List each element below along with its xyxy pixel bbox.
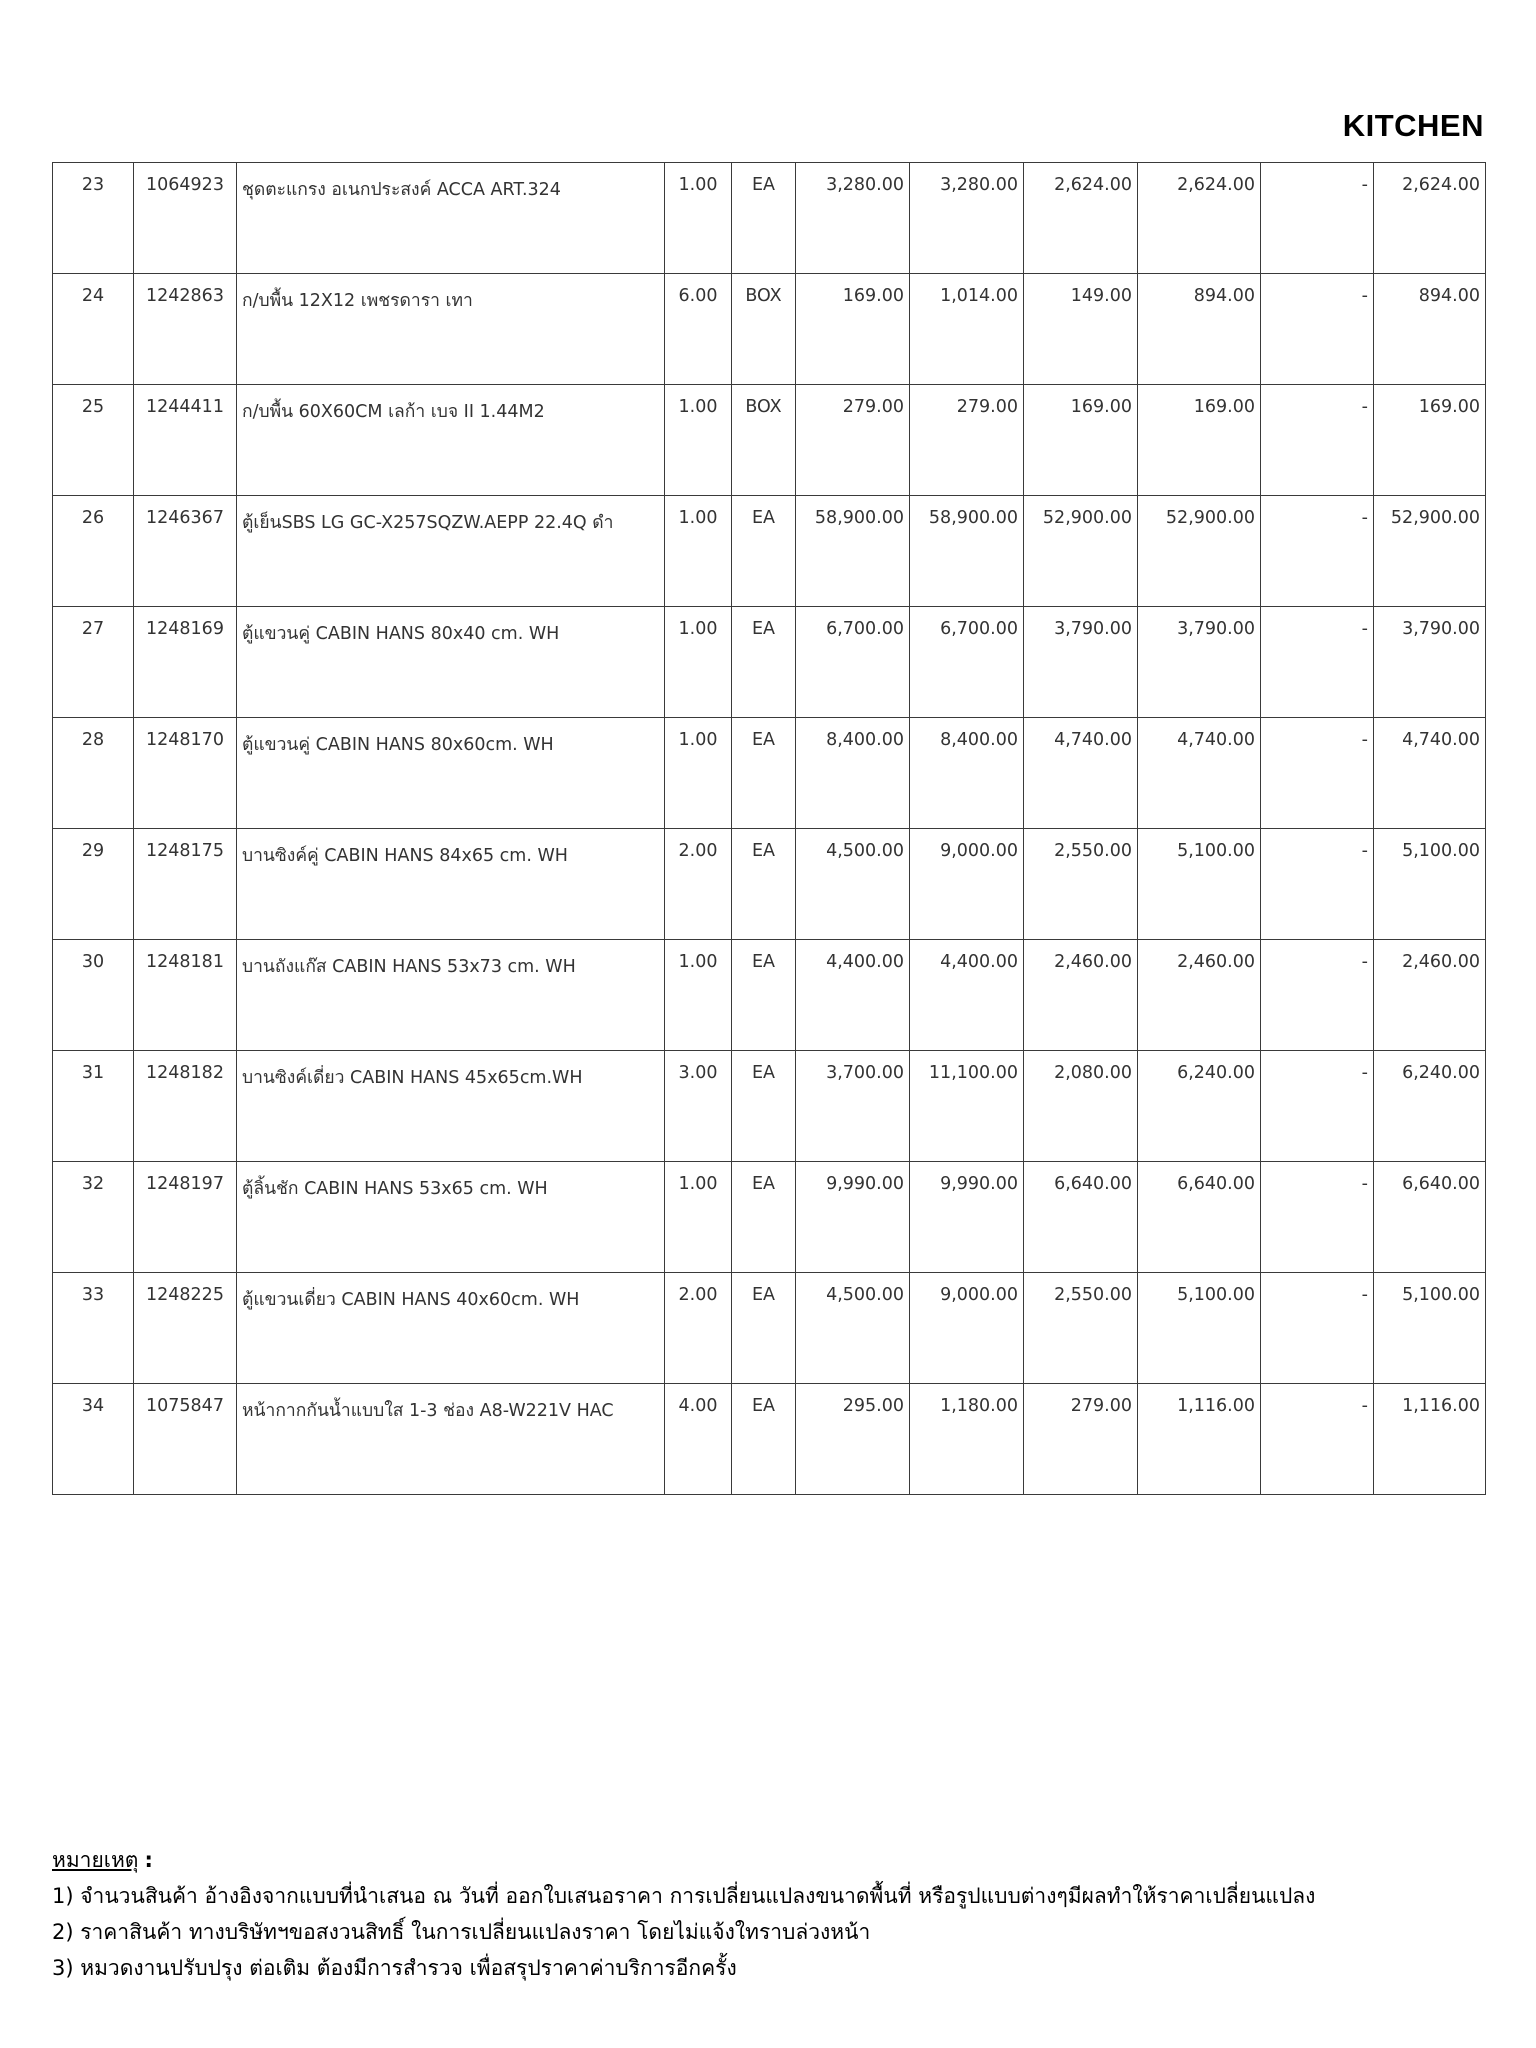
- item-description-cell: บานถังแก๊ส CABIN HANS 53x73 cm. WH: [237, 940, 665, 1051]
- total-cell: 169.00: [1374, 385, 1486, 496]
- discount-cell: -: [1261, 163, 1374, 274]
- item-number-cell: 29: [53, 829, 134, 940]
- quantity-cell: 2.00: [665, 829, 732, 940]
- total-cell: 2,624.00: [1374, 163, 1486, 274]
- discount-cell: -: [1261, 274, 1374, 385]
- item-code-cell: 1248182: [134, 1051, 237, 1162]
- unit-cell: EA: [732, 496, 796, 607]
- unit-price-cell: 6,700.00: [796, 607, 910, 718]
- table-row: [53, 1384, 1486, 1495]
- item-number-cell: 33: [53, 1273, 134, 1384]
- amount-cell: 9,000.00: [910, 1273, 1024, 1384]
- net-unit-price-cell: 3,790.00: [1024, 607, 1138, 718]
- items-table-body: [53, 163, 1486, 1495]
- total-cell: 2,460.00: [1374, 940, 1486, 1051]
- item-number-cell: 24: [53, 274, 134, 385]
- discount-cell: -: [1261, 496, 1374, 607]
- item-description-cell: ตู้เย็นSBS LG GC-X257SQZW.AEPP 22.4Q ดำ: [237, 496, 665, 607]
- discount-cell: -: [1261, 1273, 1374, 1384]
- item-number-cell: 28: [53, 718, 134, 829]
- amount-cell: 11,100.00: [910, 1051, 1024, 1162]
- item-code-cell: 1248225: [134, 1273, 237, 1384]
- item-code-cell: 1248169: [134, 607, 237, 718]
- net-unit-price-cell: 4,740.00: [1024, 718, 1138, 829]
- amount-cell: 279.00: [910, 385, 1024, 496]
- net-amount-cell: 2,624.00: [1138, 163, 1261, 274]
- item-code-cell: 1248181: [134, 940, 237, 1051]
- total-cell: 5,100.00: [1374, 1273, 1486, 1384]
- quantity-cell: 1.00: [665, 940, 732, 1051]
- unit-price-cell: 8,400.00: [796, 718, 910, 829]
- net-unit-price-cell: 2,624.00: [1024, 163, 1138, 274]
- amount-cell: 8,400.00: [910, 718, 1024, 829]
- total-cell: 6,240.00: [1374, 1051, 1486, 1162]
- quantity-cell: 1.00: [665, 718, 732, 829]
- net-amount-cell: 6,640.00: [1138, 1162, 1261, 1273]
- amount-cell: 1,014.00: [910, 274, 1024, 385]
- unit-price-cell: 169.00: [796, 274, 910, 385]
- section-title: KITCHEN: [1342, 108, 1484, 143]
- net-unit-price-cell: 2,460.00: [1024, 940, 1138, 1051]
- net-amount-cell: 6,240.00: [1138, 1051, 1261, 1162]
- net-unit-price-cell: 169.00: [1024, 385, 1138, 496]
- item-description-cell: บานซิงค์คู่ CABIN HANS 84x65 cm. WH: [237, 829, 665, 940]
- discount-cell: -: [1261, 607, 1374, 718]
- unit-price-cell: 9,990.00: [796, 1162, 910, 1273]
- net-unit-price-cell: 2,080.00: [1024, 1051, 1138, 1162]
- net-amount-cell: 3,790.00: [1138, 607, 1261, 718]
- total-cell: 52,900.00: [1374, 496, 1486, 607]
- item-number-cell: 27: [53, 607, 134, 718]
- quantity-cell: 1.00: [665, 385, 732, 496]
- item-code-cell: 1246367: [134, 496, 237, 607]
- unit-cell: EA: [732, 1384, 796, 1495]
- item-code-cell: 1075847: [134, 1384, 237, 1495]
- unit-price-cell: 3,700.00: [796, 1051, 910, 1162]
- net-amount-cell: 894.00: [1138, 274, 1261, 385]
- table-row: [53, 385, 1486, 496]
- amount-cell: 1,180.00: [910, 1384, 1024, 1495]
- net-amount-cell: 4,740.00: [1138, 718, 1261, 829]
- discount-cell: -: [1261, 940, 1374, 1051]
- item-number-cell: 25: [53, 385, 134, 496]
- quantity-cell: 3.00: [665, 1051, 732, 1162]
- item-description-cell: ตู้แขวนคู่ CABIN HANS 80x60cm. WH: [237, 718, 665, 829]
- table-row: [53, 940, 1486, 1051]
- table-row: [53, 274, 1486, 385]
- quantity-cell: 1.00: [665, 163, 732, 274]
- net-unit-price-cell: 52,900.00: [1024, 496, 1138, 607]
- quantity-cell: 1.00: [665, 607, 732, 718]
- item-number-cell: 31: [53, 1051, 134, 1162]
- unit-price-cell: 4,500.00: [796, 1273, 910, 1384]
- notes-section: [52, 1842, 1315, 1986]
- notes-heading-line: [52, 1842, 1315, 1878]
- amount-cell: 9,990.00: [910, 1162, 1024, 1273]
- item-description-cell: ตู้ลิ้นชัก CABIN HANS 53x65 cm. WH: [237, 1162, 665, 1273]
- item-number-cell: 34: [53, 1384, 134, 1495]
- notes-heading: หมายเหตุ: [52, 1848, 139, 1872]
- quantity-cell: 1.00: [665, 1162, 732, 1273]
- amount-cell: 6,700.00: [910, 607, 1024, 718]
- note-item-2: 2) ราคาสินค้า ทางบริษัทฯขอสงวนสิทธิ์ ในการเปลี่ยนแปลงราคา โดยไม่แจ้งใทราบล่วงหน้า: [52, 1920, 871, 1944]
- item-description-cell: ก/บพื้น 60X60CM เลก้า เบจ II 1.44M2: [237, 385, 665, 496]
- unit-cell: BOX: [732, 385, 796, 496]
- unit-cell: EA: [732, 1051, 796, 1162]
- amount-cell: 9,000.00: [910, 829, 1024, 940]
- unit-cell: EA: [732, 718, 796, 829]
- item-number-cell: 26: [53, 496, 134, 607]
- item-description-cell: บานซิงค์เดี่ยว CABIN HANS 45x65cm.WH: [237, 1051, 665, 1162]
- unit-cell: EA: [732, 829, 796, 940]
- quantity-cell: 6.00: [665, 274, 732, 385]
- unit-price-cell: 4,500.00: [796, 829, 910, 940]
- item-code-cell: 1248197: [134, 1162, 237, 1273]
- unit-price-cell: 58,900.00: [796, 496, 910, 607]
- total-cell: 4,740.00: [1374, 718, 1486, 829]
- note-item-1: 1) จำนวนสินค้า อ้างอิงจากแบบที่นำเสนอ ณ วันที่ ออกใบเสนอราคา การเปลี่ยนแปลงขนาดพื้นที่ หรือรูปแบบต่างๆมีผลทำให้ราคาเปลี่ยนแปลง: [52, 1884, 1316, 1908]
- unit-price-cell: 279.00: [796, 385, 910, 496]
- item-code-cell: 1242863: [134, 274, 237, 385]
- table-row: [53, 1162, 1486, 1273]
- total-cell: 1,116.00: [1374, 1384, 1486, 1495]
- table-row: [53, 829, 1486, 940]
- net-amount-cell: 2,460.00: [1138, 940, 1261, 1051]
- net-unit-price-cell: 2,550.00: [1024, 829, 1138, 940]
- net-unit-price-cell: 2,550.00: [1024, 1273, 1138, 1384]
- table-row: [53, 1273, 1486, 1384]
- table-row: [53, 496, 1486, 607]
- unit-cell: EA: [732, 163, 796, 274]
- item-description-cell: ชุดตะแกรง อเนกประสงค์ ACCA ART.324: [237, 163, 665, 274]
- total-cell: 5,100.00: [1374, 829, 1486, 940]
- net-amount-cell: 5,100.00: [1138, 1273, 1261, 1384]
- unit-cell: EA: [732, 1273, 796, 1384]
- discount-cell: -: [1261, 1051, 1374, 1162]
- net-amount-cell: 1,116.00: [1138, 1384, 1261, 1495]
- net-amount-cell: 5,100.00: [1138, 829, 1261, 940]
- net-amount-cell: 52,900.00: [1138, 496, 1261, 607]
- amount-cell: 58,900.00: [910, 496, 1024, 607]
- net-unit-price-cell: 149.00: [1024, 274, 1138, 385]
- quantity-cell: 4.00: [665, 1384, 732, 1495]
- unit-price-cell: 3,280.00: [796, 163, 910, 274]
- table-row: [53, 718, 1486, 829]
- discount-cell: -: [1261, 1162, 1374, 1273]
- item-description-cell: ตู้แขวนเดี่ยว CABIN HANS 40x60cm. WH: [237, 1273, 665, 1384]
- unit-price-cell: 4,400.00: [796, 940, 910, 1051]
- table-row: [53, 607, 1486, 718]
- quantity-cell: 2.00: [665, 1273, 732, 1384]
- table-row: [53, 163, 1486, 274]
- item-code-cell: 1244411: [134, 385, 237, 496]
- net-unit-price-cell: 279.00: [1024, 1384, 1138, 1495]
- table-row: [53, 1051, 1486, 1162]
- item-code-cell: 1248175: [134, 829, 237, 940]
- item-description-cell: ตู้แขวนคู่ CABIN HANS 80x40 cm. WH: [237, 607, 665, 718]
- net-amount-cell: 169.00: [1138, 385, 1261, 496]
- items-table: [52, 162, 1486, 1495]
- amount-cell: 4,400.00: [910, 940, 1024, 1051]
- item-description-cell: หน้ากากกันน้ำแบบใส 1-3 ช่อง A8-W221V HAC: [237, 1384, 665, 1495]
- item-description-cell: ก/บพื้น 12X12 เพชรดารา เทา: [237, 274, 665, 385]
- unit-cell: EA: [732, 607, 796, 718]
- item-number-cell: 32: [53, 1162, 134, 1273]
- unit-price-cell: 295.00: [796, 1384, 910, 1495]
- unit-cell: EA: [732, 1162, 796, 1273]
- note-item-3: 3) หมวดงานปรับปรุง ต่อเติม ต้องมีการสำรวจ เพื่อสรุปราคาค่าบริการอีกครั้ง: [52, 1956, 737, 1980]
- discount-cell: -: [1261, 1384, 1374, 1495]
- amount-cell: 3,280.00: [910, 163, 1024, 274]
- discount-cell: -: [1261, 718, 1374, 829]
- total-cell: 6,640.00: [1374, 1162, 1486, 1273]
- net-unit-price-cell: 6,640.00: [1024, 1162, 1138, 1273]
- item-number-cell: 30: [53, 940, 134, 1051]
- unit-cell: EA: [732, 940, 796, 1051]
- unit-cell: BOX: [732, 274, 796, 385]
- item-code-cell: 1248170: [134, 718, 237, 829]
- total-cell: 3,790.00: [1374, 607, 1486, 718]
- item-number-cell: 23: [53, 163, 134, 274]
- total-cell: 894.00: [1374, 274, 1486, 385]
- item-code-cell: 1064923: [134, 163, 237, 274]
- discount-cell: -: [1261, 829, 1374, 940]
- discount-cell: -: [1261, 385, 1374, 496]
- notes-colon: :: [144, 1848, 153, 1872]
- quantity-cell: 1.00: [665, 496, 732, 607]
